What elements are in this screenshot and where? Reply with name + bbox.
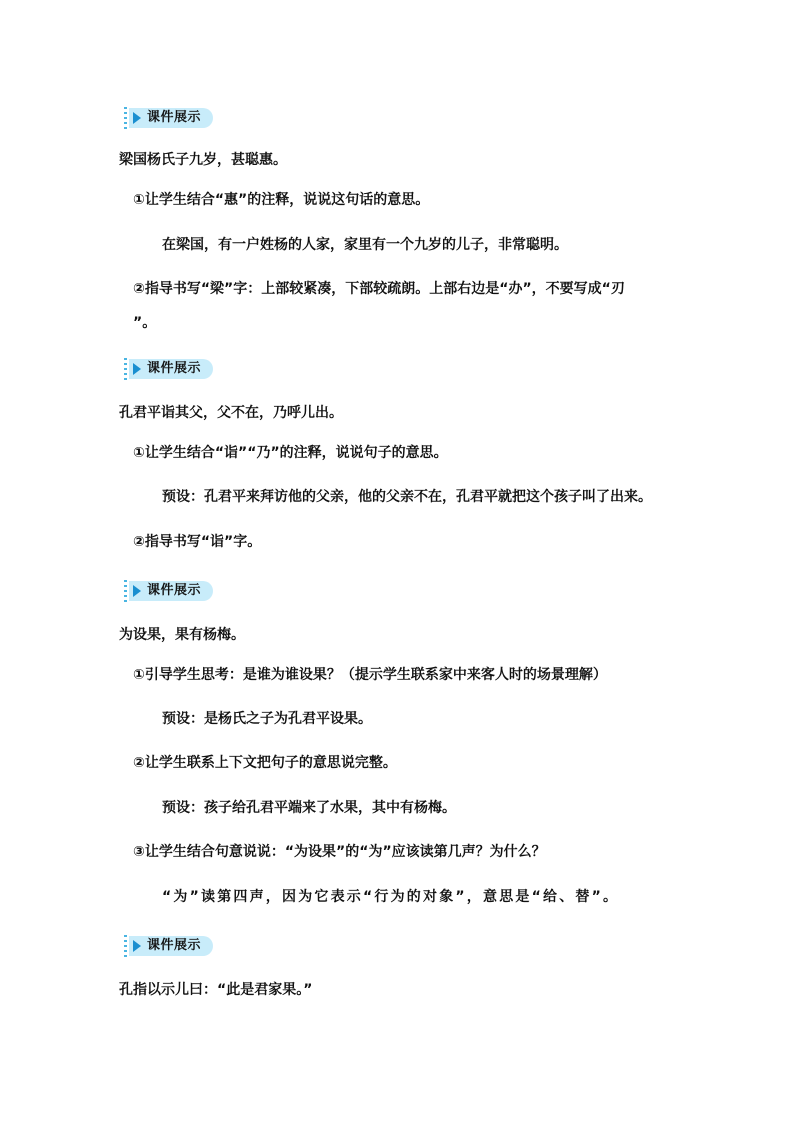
- answer-3-2: 预设：孩子给孔君平端来了水果，其中有杨梅。: [162, 800, 456, 816]
- instruction-1-1: ①让学生结合“惠”的注释，说说这句话的意思。: [133, 192, 430, 208]
- section-tag-4: [123, 934, 213, 958]
- section-tag-label: 课件展示: [147, 361, 202, 376]
- section-tag-3: [123, 579, 213, 603]
- play-arrow-icon: [133, 585, 141, 597]
- section-tag-label: 课件展示: [147, 938, 202, 953]
- quote-1: 梁国杨氏子九岁，甚聪惠。: [119, 152, 287, 168]
- play-arrow-icon: [133, 363, 141, 375]
- quote-2: 孔君平诣其父，父不在，乃呼儿出。: [119, 405, 343, 421]
- answer-3-3: “为”读第四声，因为它表示“行为的对象”，意思是“给、替”。: [162, 889, 620, 905]
- section-tag-label: 课件展示: [147, 583, 202, 598]
- answer-3-1: 预设：是杨氏之子为孔君平设果。: [162, 711, 372, 727]
- section-tag-1: [123, 106, 213, 130]
- instruction-1-2-cont: ”。: [133, 315, 157, 331]
- instruction-3-1: ①引导学生思考：是谁为谁设果？（提示学生联系家中来客人时的场景理解）: [133, 667, 607, 683]
- instruction-2-2: ②指导书写“诣”字。: [133, 534, 262, 550]
- play-arrow-icon: [133, 940, 141, 952]
- section-tag-label: 课件展示: [147, 110, 202, 125]
- section-tag-2: [123, 357, 213, 381]
- play-arrow-icon: [133, 112, 141, 124]
- quote-4: 孔指以示儿曰：“此是君家果。”: [119, 982, 313, 998]
- instruction-1-2: ②指导书写“梁”字：上部较紧凑，下部较疏朗。上部右边是“办”，不要写成“刃: [133, 281, 625, 297]
- instruction-2-1: ①让学生结合“诣”“乃”的注释，说说句子的意思。: [133, 445, 448, 461]
- answer-1-1: 在梁国，有一户姓杨的人家，家里有一个九岁的儿子，非常聪明。: [162, 237, 568, 253]
- instruction-3-3: ③让学生结合句意说说：“为设果”的“为”应该读第几声？为什么？: [133, 844, 546, 860]
- answer-2-1: 预设：孔君平来拜访他的父亲，他的父亲不在，孔君平就把这个孩子叫了出来。: [162, 489, 652, 505]
- quote-3: 为设果，果有杨梅。: [119, 627, 245, 643]
- instruction-3-2: ②让学生联系上下文把句子的意思说完整。: [133, 755, 397, 771]
